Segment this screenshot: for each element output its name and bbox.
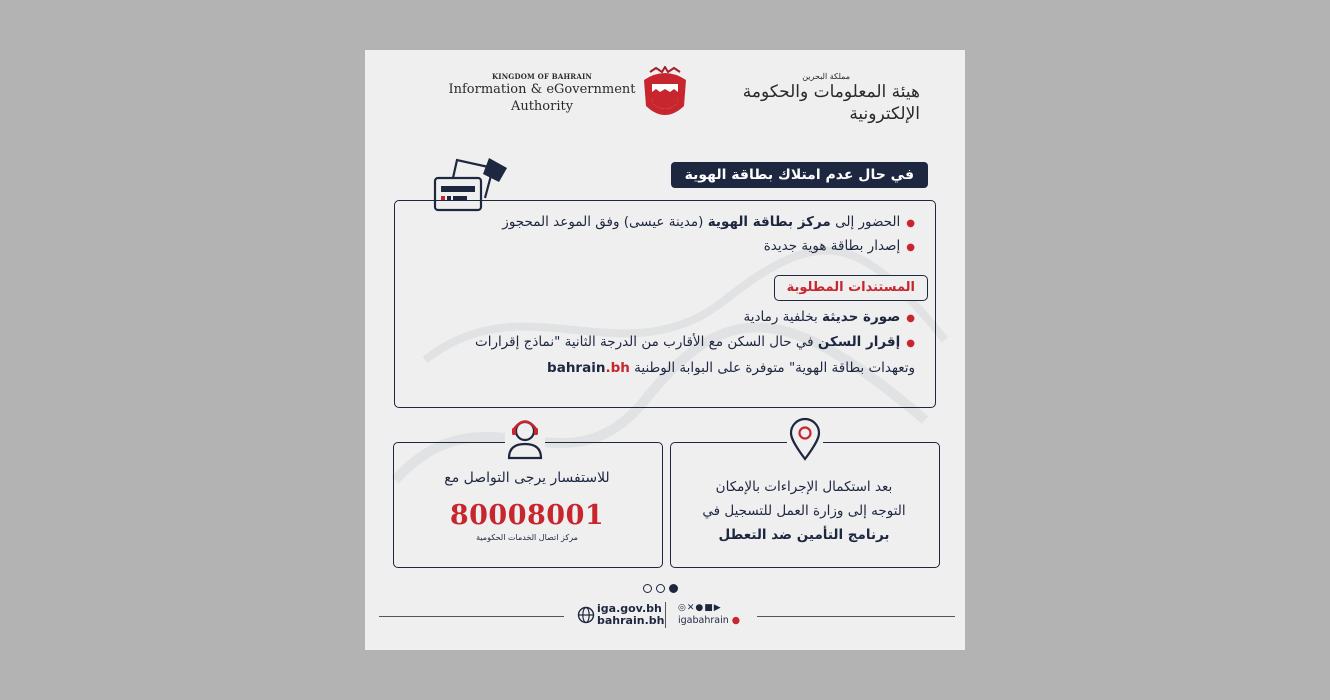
support-agent-icon	[505, 416, 545, 460]
kingdom-label-en: KINGDOM OF BAHRAIN	[491, 72, 593, 81]
youtube-icon[interactable]: ▶	[713, 603, 722, 613]
footer-websites	[597, 603, 664, 627]
pager-dots	[643, 578, 682, 597]
handle-dot-icon: ●	[731, 615, 741, 626]
website-text: iga.gov.bh	[597, 602, 662, 615]
x-icon[interactable]: ✕	[686, 603, 696, 613]
social-handle[interactable]	[678, 615, 740, 626]
inquiry-text: للاستفسار يرجى التواصل مع	[444, 470, 610, 486]
instagram-icon[interactable]: ◎	[678, 603, 687, 613]
document-text: في حال السكن مع الأقارب من الدرجة الثانية "نماذج إقرارات	[475, 334, 818, 350]
pager-dot[interactable]	[643, 584, 652, 593]
contact-center-label: مركز اتصال الخدمات الحكومية	[476, 533, 578, 542]
org-name-en-line1: Information & eGovernment	[448, 82, 636, 97]
document-bold-text: صورة حديثة	[822, 309, 901, 325]
step-text: إصدار بطاقة هوية جديدة	[763, 238, 901, 254]
after-line-3: برنامج التأمين ضد التعطل	[718, 527, 890, 543]
document-text: وتعهدات بطاقة الهوية" متوفرة على البوابة الوطنية	[629, 360, 915, 376]
bullet-icon: ●	[906, 313, 915, 324]
location-pin-icon	[787, 417, 823, 461]
org-name-en-line2: Authority	[510, 99, 574, 114]
footer-separator	[665, 602, 666, 628]
info-card	[365, 50, 965, 650]
bahrain-emblem-icon	[640, 66, 690, 122]
contact-number[interactable]: 80008001	[449, 500, 605, 531]
documents-label: المستندات المطلوبة	[774, 275, 928, 301]
social-icons	[678, 603, 722, 613]
portal-link-domain: .bh	[605, 360, 630, 376]
steps-box	[394, 200, 936, 408]
pager-dot-active[interactable]	[669, 584, 678, 593]
pager-dot[interactable]	[656, 584, 665, 593]
document-text: بخلفية رمادية	[743, 309, 823, 325]
after-line-2: التوجه إلى وزارة العمل للتسجيل في	[702, 503, 906, 519]
portal-link[interactable]	[547, 360, 630, 376]
portal-link-name: bahrain	[547, 360, 606, 376]
bullet-icon: ●	[906, 338, 915, 349]
website-text: bahrain.bh	[597, 614, 665, 627]
org-name-english	[447, 72, 637, 115]
document-bold-text: إقرار السكن	[817, 334, 901, 350]
step-text: الحضور إلى	[830, 214, 901, 230]
org-name-ar: هيئة المعلومات والحكومة الإلكترونية	[742, 82, 920, 124]
handle-text: igabahrain	[678, 615, 729, 626]
after-steps-text	[670, 475, 938, 547]
globe-icon	[577, 606, 595, 624]
step-bold-text: مركز بطاقة الهوية	[707, 214, 831, 230]
list-item	[475, 334, 915, 350]
list-item	[764, 238, 915, 254]
bullet-icon: ●	[906, 242, 915, 253]
footer-divider-left	[379, 616, 564, 617]
website-link-bahrain[interactable]	[597, 615, 664, 627]
list-item	[743, 309, 915, 325]
step-text: (مدينة عيسى) وفق الموعد المحجوز	[502, 214, 708, 230]
page-title: في حال عدم امتلاك بطاقة الهوية	[671, 162, 928, 188]
footer-divider-right	[757, 616, 955, 617]
bullet-icon: ●	[906, 218, 915, 229]
list-item	[502, 214, 915, 230]
facebook-icon[interactable]: ●	[695, 603, 705, 613]
kingdom-label-ar: مملكة البحرين	[802, 72, 850, 81]
after-line-1: بعد استكمال الإجراءات بالإمكان	[715, 479, 893, 495]
org-name-arabic	[695, 72, 920, 125]
linkedin-icon[interactable]: ■	[704, 603, 714, 613]
list-item-continuation	[547, 360, 915, 376]
